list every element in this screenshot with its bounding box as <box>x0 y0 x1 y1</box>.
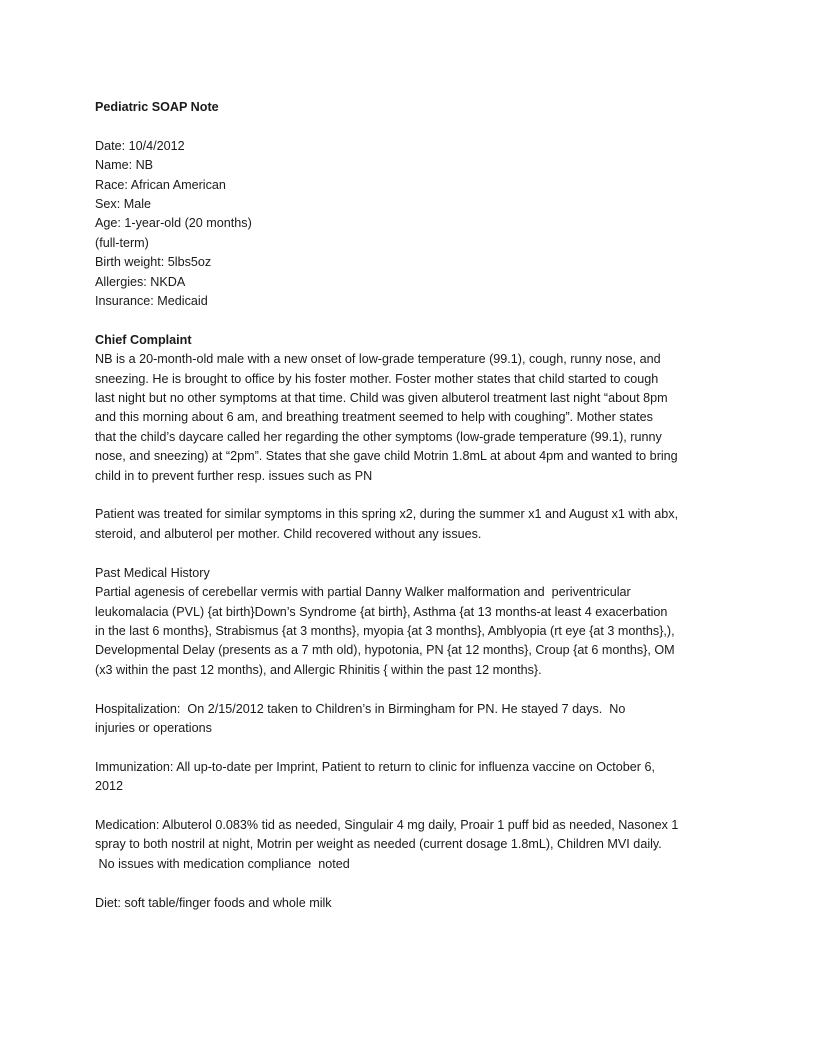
chief-complaint-line: child in to prevent further resp. issues such as PN <box>95 468 373 483</box>
diet-line: Diet: soft table/finger foods and whole milk <box>95 895 332 910</box>
medication-line: spray to both nostril at night, Motrin per weight as needed (current dosage 1.8mL), Children MVI daily. <box>95 837 662 852</box>
past-medical-history-section <box>95 564 725 680</box>
term-line: (full-term) <box>95 235 149 250</box>
spacer <box>95 874 725 893</box>
prior-treatment-section <box>95 505 725 544</box>
sex-line: Sex: Male <box>95 197 151 212</box>
chief-complaint-line: NB is a 20-month-old male with a new onset of low-grade temperature (99.1), cough, runny nose, and <box>95 352 661 367</box>
past-medical-history-line: in the last 6 months}, Strabismus {at 3 months}, myopia {at 3 months}, Amblyopia (rt eye {at 3 months},), <box>95 623 675 638</box>
spacer <box>95 486 725 505</box>
race-line: Race: African American <box>95 177 226 192</box>
chief-complaint-line: last night but no other symptoms at that time. Child was given albuterol treatment last night “about 8pm <box>95 391 668 406</box>
immunization-line: Immunization: All up-to-date per Imprint, Patient to return to clinic for influenza vaccine on October 6, <box>95 759 655 774</box>
past-medical-history-line: (x3 within the past 12 months), and Allergic Rhinitis { within the past 12 months}. <box>95 662 542 677</box>
hospitalization-line: Hospitalization: On 2/15/2012 taken to Children’s in Birmingham for PN. He stayed 7 days. No <box>95 701 626 716</box>
demographics-section <box>95 137 725 312</box>
spacer <box>95 544 725 563</box>
diet-section <box>95 894 725 913</box>
spacer <box>95 117 725 136</box>
chief-complaint-section <box>95 331 725 486</box>
chief-complaint-heading: Chief Complaint <box>95 332 192 347</box>
prior-treatment-line: Patient was treated for similar symptoms in this spring x2, during the summer x1 and August x1 with abx, <box>95 507 679 522</box>
medication-line: Medication: Albuterol 0.083% tid as needed, Singulair 4 mg daily, Proair 1 puff bid as needed, Nasonex 1 <box>95 817 679 832</box>
page-title: Pediatric SOAP Note <box>95 100 219 114</box>
prior-treatment-line: steroid, and albuterol per mother. Child recovered without any issues. <box>95 526 482 541</box>
chief-complaint-line: that the child’s daycare called her regarding the other symptoms (low-grade temperature (99.1), runny <box>95 429 662 444</box>
past-medical-history-heading: Past Medical History <box>95 565 210 580</box>
insurance-line: Insurance: Medicaid <box>95 294 208 309</box>
chief-complaint-line: and this morning about 6 am, and breathing treatment seemed to help with coughing”. Mother states <box>95 410 653 425</box>
past-medical-history-line: leukomalacia (PVL) {at birth}Down’s Syndrome {at birth}, Asthma {at 13 months-at least 4 exacerbation <box>95 604 668 619</box>
document-body <box>95 98 725 913</box>
past-medical-history-line: Partial agenesis of cerebellar vermis with partial Danny Walker malformation and periventricular <box>95 585 631 600</box>
spacer <box>95 311 725 330</box>
age-line: Age: 1-year-old (20 months) <box>95 216 252 231</box>
past-medical-history-line: Developmental Delay (presents as a 7 mth old), hypotonia, PN {at 12 months}, Croup {at 6 months}, OM <box>95 643 675 658</box>
name-line: Name: NB <box>95 158 154 173</box>
immunization-line: 2012 <box>95 779 124 794</box>
spacer <box>95 797 725 816</box>
date-line: Date: 10/4/2012 <box>95 138 185 153</box>
allergies-line: Allergies: NKDA <box>95 274 186 289</box>
birth-weight-line: Birth weight: 5lbs5oz <box>95 255 212 270</box>
chief-complaint-line: sneezing. He is brought to office by his foster mother. Foster mother states that child started to cough <box>95 371 659 386</box>
spacer <box>95 680 725 699</box>
medication-section <box>95 816 725 874</box>
chief-complaint-line: nose, and sneezing) at “2pm”. States that she gave child Motrin 1.8mL at about 4pm and wanted to bring <box>95 449 678 464</box>
immunization-section <box>95 758 725 797</box>
hospitalization-line: injuries or operations <box>95 720 212 735</box>
spacer <box>95 738 725 757</box>
hospitalization-section <box>95 700 725 739</box>
medication-line: No issues with medication compliance noted <box>95 856 350 871</box>
